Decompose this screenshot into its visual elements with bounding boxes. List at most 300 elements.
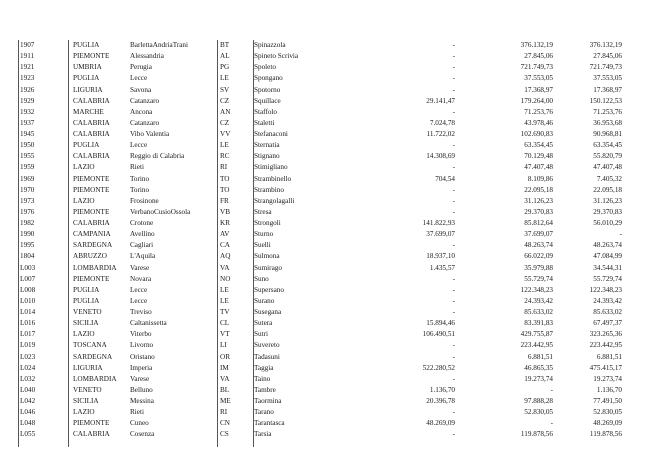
- row-value-3: 67.497,37: [593, 319, 622, 328]
- row-value-3: 475.415,17: [589, 363, 622, 372]
- row-value-1: 37.699,07: [426, 230, 455, 239]
- data-table: [20, 40, 640, 441]
- row-comune: Taormina: [254, 397, 282, 405]
- row-province-code: VA: [220, 374, 230, 383]
- row-value-1: -: [452, 352, 455, 361]
- row-code: L016: [20, 319, 36, 328]
- row-province-code: BL: [220, 385, 230, 394]
- row-value-1: -: [452, 163, 455, 172]
- row-code: 1932: [20, 107, 35, 116]
- row-comune: Sternatia: [254, 141, 280, 150]
- row-value-1: 15.894,46: [426, 319, 455, 328]
- row-province: Catanzaro: [130, 96, 160, 105]
- row-province-code: VT: [220, 330, 230, 339]
- table-row: [20, 129, 640, 140]
- row-value-1: -: [452, 85, 455, 94]
- row-value-2: 31.126,23: [524, 196, 553, 205]
- table-row: [20, 240, 640, 251]
- row-comune: Spotorno: [254, 85, 281, 94]
- row-province-code: LE: [220, 74, 229, 83]
- row-region: PUGLIA: [73, 285, 100, 294]
- table-row: [20, 263, 640, 274]
- row-region: CALABRIA: [73, 430, 110, 439]
- row-value-3: 223.442,95: [589, 341, 622, 350]
- row-value-2: 71.253,76: [524, 107, 553, 116]
- row-value-2: 37.553,05: [524, 74, 553, 83]
- row-value-1: -: [452, 196, 455, 205]
- row-code: 1929: [20, 96, 35, 105]
- row-region: PIEMONTE: [73, 174, 110, 183]
- row-province: Lecce: [130, 296, 148, 305]
- row-comune: Taggia: [254, 363, 274, 372]
- row-comune: Spinazzola: [254, 41, 286, 49]
- row-value-3: 24.393,42: [593, 296, 622, 305]
- row-value-3: 119.878,56: [589, 430, 622, 439]
- row-code: L023: [20, 352, 36, 361]
- row-value-2: 46.865,35: [524, 363, 553, 372]
- row-value-3: 17.368,97: [593, 85, 622, 94]
- row-region: LIGURIA: [73, 363, 103, 372]
- row-value-2: 70.129,48: [524, 152, 553, 161]
- row-value-3: 36.953,68: [593, 118, 622, 127]
- row-province: Caltanissetta: [130, 319, 167, 328]
- row-province-code: LE: [220, 141, 229, 150]
- table-row: [20, 151, 640, 162]
- table-row: [20, 329, 640, 340]
- row-code: L019: [20, 341, 36, 350]
- row-value-3: 150.122,53: [589, 96, 622, 105]
- row-value-3: 376.132,19: [589, 41, 622, 49]
- row-value-1: -: [452, 63, 455, 72]
- row-comune: Staletti: [254, 118, 275, 127]
- row-comune: Suvereto: [254, 341, 280, 350]
- row-value-2: 223.442,95: [520, 341, 553, 350]
- row-value-1: -: [452, 41, 455, 49]
- row-province-code: VV: [220, 130, 231, 138]
- table-row: [20, 196, 640, 207]
- row-region: SICILIA: [73, 319, 99, 328]
- row-value-3: 22.095,18: [593, 185, 622, 194]
- row-province-code: RI: [220, 408, 228, 417]
- row-value-1: -: [452, 408, 455, 417]
- row-value-2: 721.749,73: [520, 63, 553, 72]
- table-row: [20, 274, 640, 285]
- row-province-code: TV: [220, 308, 230, 316]
- row-value-2: 52.830,05: [524, 408, 553, 417]
- row-region: SARDEGNA: [73, 352, 113, 361]
- row-value-3: 122.348,23: [589, 285, 622, 294]
- row-value-2: 97.888,28: [524, 397, 553, 405]
- row-region: VENETO: [73, 308, 102, 316]
- row-province: Rieti: [130, 163, 144, 172]
- row-province: Varese: [130, 374, 150, 383]
- row-code: 1945: [20, 130, 35, 138]
- row-comune: Spineto Scrivia: [254, 52, 299, 61]
- row-value-1: 48.269,09: [426, 419, 455, 428]
- row-value-2: 66.022,09: [524, 252, 553, 261]
- row-province-code: AV: [220, 230, 230, 239]
- row-code: 1959: [20, 163, 35, 172]
- row-province: Livorno: [130, 341, 154, 350]
- row-value-2: 48.263,74: [524, 241, 553, 250]
- row-value-3: 55.820,79: [593, 152, 622, 161]
- row-code: 1923: [20, 74, 35, 83]
- row-province-code: CN: [220, 419, 230, 428]
- row-region: PUGLIA: [73, 296, 100, 305]
- table-row: [20, 407, 640, 418]
- row-value-3: 55.729,74: [593, 274, 622, 283]
- row-region: CALABRIA: [73, 96, 110, 105]
- row-province: Perugia: [130, 63, 152, 72]
- row-region: SARDEGNA: [73, 241, 113, 250]
- row-value-1: -: [452, 274, 455, 283]
- row-value-2: 24.393,42: [524, 296, 553, 305]
- row-region: CALABRIA: [73, 219, 110, 227]
- row-province-code: LE: [220, 285, 229, 294]
- row-value-3: 721.749,73: [589, 63, 622, 72]
- row-province: Cuneo: [130, 419, 149, 428]
- row-value-2: 29.370,83: [524, 207, 553, 216]
- row-region: ABRUZZO: [73, 252, 107, 261]
- row-code: L010: [20, 296, 36, 305]
- row-province-code: NO: [220, 274, 231, 283]
- row-province-code: FR: [220, 196, 229, 205]
- row-value-2: 429.755,87: [520, 330, 553, 339]
- row-province-code: PG: [220, 63, 230, 72]
- row-comune: Tadasuni: [254, 352, 280, 361]
- row-region: LAZIO: [73, 408, 95, 417]
- row-value-1: 11.722,02: [426, 130, 455, 138]
- row-comune: Sulmona: [254, 252, 280, 261]
- row-value-1: 1.435,57: [429, 263, 455, 272]
- row-province-code: CZ: [220, 118, 230, 127]
- row-region: CALABRIA: [73, 152, 110, 161]
- table-row: [20, 429, 640, 440]
- table-row: [20, 363, 640, 374]
- row-value-2: 17.368,97: [524, 85, 553, 94]
- row-value-3: 48.269,09: [593, 419, 622, 428]
- row-value-1: -: [452, 107, 455, 116]
- row-region: UMBRIA: [73, 63, 102, 72]
- row-code: L008: [20, 285, 36, 294]
- table-row: [20, 251, 640, 262]
- row-value-1: -: [452, 296, 455, 305]
- table-row: [20, 296, 640, 307]
- table-row: [20, 40, 640, 51]
- row-code: 1970: [20, 185, 35, 194]
- row-comune: Strambinello: [254, 174, 292, 183]
- row-value-3: 47.407,48: [593, 163, 622, 172]
- row-value-2: -: [550, 385, 553, 394]
- table-row: [20, 73, 640, 84]
- table-row: [20, 396, 640, 407]
- row-region: LAZIO: [73, 163, 95, 172]
- row-province: Belluno: [130, 385, 153, 394]
- row-region: PIEMONTE: [73, 274, 110, 283]
- row-value-2: 8.109,86: [527, 174, 553, 183]
- row-province: Savona: [130, 85, 152, 94]
- row-comune: Stignano: [254, 152, 280, 161]
- row-value-1: -: [452, 430, 455, 439]
- column-divider: [18, 40, 19, 447]
- row-value-3: 71.253,76: [593, 107, 622, 116]
- table-row: [20, 174, 640, 185]
- row-region: PUGLIA: [73, 74, 100, 83]
- table-row: [20, 307, 640, 318]
- row-region: CAMPANIA: [73, 230, 111, 239]
- row-comune: Sturno: [254, 230, 274, 239]
- row-province-code: LE: [220, 296, 229, 305]
- row-value-1: 1.136,70: [429, 385, 455, 394]
- table-row: [20, 385, 640, 396]
- row-code: 1937: [20, 118, 35, 127]
- row-value-2: 63.354,45: [524, 141, 553, 150]
- row-value-1: -: [452, 341, 455, 350]
- row-province-code: KR: [220, 219, 230, 227]
- row-value-3: 48.263,74: [593, 241, 622, 250]
- row-province-code: IM: [220, 363, 229, 372]
- row-value-2: 85.633,02: [524, 308, 553, 316]
- row-region: CALABRIA: [73, 118, 110, 127]
- row-province-code: AN: [220, 107, 231, 116]
- table-row: [20, 207, 640, 218]
- row-comune: Susegana: [254, 308, 282, 316]
- row-comune: Stimigliano: [254, 163, 288, 172]
- row-comune: Staffolo: [254, 107, 278, 116]
- row-value-1: 522.280,52: [422, 363, 455, 372]
- row-value-2: 179.264,00: [520, 96, 553, 105]
- row-province-code: RI: [220, 163, 228, 172]
- row-code: L055: [20, 430, 36, 439]
- row-comune: Sutri: [254, 330, 268, 339]
- row-value-1: 20.396,78: [426, 397, 455, 405]
- table-row: [20, 162, 640, 173]
- row-value-2: 376.132,19: [520, 41, 553, 49]
- row-comune: Squillace: [254, 96, 281, 105]
- row-value-1: -: [452, 207, 455, 216]
- row-region: TOSCANA: [73, 341, 107, 350]
- table-row: [20, 51, 640, 62]
- row-province: BarlettaAndriaTrani: [130, 41, 189, 49]
- row-province-code: VB: [220, 207, 230, 216]
- row-code: L046: [20, 408, 36, 417]
- row-region: PIEMONTE: [73, 419, 110, 428]
- row-value-2: 47.407,48: [524, 163, 553, 172]
- row-value-2: 19.273,74: [524, 374, 553, 383]
- table-row: [20, 229, 640, 240]
- row-region: MARCHE: [73, 107, 104, 116]
- row-value-2: -: [550, 419, 553, 428]
- row-comune: Strambino: [254, 185, 284, 194]
- row-province-code: CA: [220, 241, 230, 250]
- row-code: 1976: [20, 207, 35, 216]
- row-province: Oristano: [130, 352, 155, 361]
- row-comune: Sumirago: [254, 263, 282, 272]
- row-comune: Tarano: [254, 408, 274, 417]
- row-province-code: OR: [220, 352, 230, 361]
- row-code: L007: [20, 274, 36, 283]
- table-row: [20, 140, 640, 151]
- row-comune: Surano: [254, 296, 275, 305]
- row-comune: Tarantasca: [254, 419, 285, 428]
- row-value-1: 18.937,10: [426, 252, 455, 261]
- row-code: L017: [20, 330, 36, 339]
- row-province-code: CS: [220, 430, 229, 439]
- row-value-3: 27.845,06: [593, 52, 622, 61]
- row-value-2: 83.391,83: [524, 319, 553, 328]
- row-province-code: AQ: [220, 252, 231, 261]
- row-comune: Tambre: [254, 385, 276, 394]
- row-region: PIEMONTE: [73, 52, 110, 61]
- row-region: LAZIO: [73, 330, 95, 339]
- table-row: [20, 418, 640, 429]
- row-province: Avellino: [130, 230, 155, 239]
- row-comune: Strangolagalli: [254, 196, 295, 205]
- row-comune: Spoleto: [254, 63, 276, 72]
- table-row: [20, 352, 640, 363]
- row-value-3: 63.354,45: [593, 141, 622, 150]
- row-province-code: SV: [220, 85, 230, 94]
- row-value-1: -: [452, 308, 455, 316]
- row-province-code: CZ: [220, 96, 230, 105]
- row-code: L024: [20, 363, 36, 372]
- row-value-1: -: [452, 241, 455, 250]
- row-province: Imperia: [130, 363, 153, 372]
- row-value-1: 14.308,69: [426, 152, 455, 161]
- table-row: [20, 340, 640, 351]
- row-comune: Sutera: [254, 319, 273, 328]
- row-value-1: 29.141,47: [426, 96, 455, 105]
- row-value-2: 85.812,64: [524, 219, 553, 227]
- row-code: L042: [20, 397, 36, 405]
- row-province: Lecce: [130, 74, 148, 83]
- row-value-3: 77.491,50: [593, 397, 622, 405]
- row-code: 1907: [20, 41, 35, 49]
- row-value-2: 35.979,88: [524, 263, 553, 272]
- row-province: Rieti: [130, 408, 144, 417]
- row-province: Treviso: [130, 308, 152, 316]
- row-province: Reggio di Calabria: [130, 152, 185, 161]
- row-code: L040: [20, 385, 36, 394]
- table-row: [20, 118, 640, 129]
- row-province-code: TO: [220, 174, 230, 183]
- table-row: [20, 318, 640, 329]
- row-code: 1982: [20, 219, 35, 227]
- table-row: [20, 285, 640, 296]
- row-value-3: 29.370,83: [593, 207, 622, 216]
- table-row: [20, 96, 640, 107]
- row-code: 1921: [20, 63, 35, 72]
- row-region: PUGLIA: [73, 41, 100, 49]
- row-province: Cagliari: [130, 241, 154, 250]
- row-code: 1926: [20, 85, 35, 94]
- row-value-2: 102.690,83: [520, 130, 553, 138]
- row-code: 1990: [20, 230, 35, 239]
- row-value-2: 22.095,18: [524, 185, 553, 194]
- row-code: L003: [20, 263, 36, 272]
- row-province: Messina: [130, 397, 154, 405]
- row-province-code: LI: [220, 341, 227, 350]
- row-code: 1911: [20, 52, 35, 61]
- row-province-code: TO: [220, 185, 230, 194]
- row-value-3: 6.881,51: [596, 352, 622, 361]
- row-region: LOMBARDIA: [73, 374, 117, 383]
- row-comune: Taino: [254, 374, 271, 383]
- row-comune: Tarsia: [254, 430, 272, 439]
- row-value-1: -: [452, 52, 455, 61]
- row-value-3: -: [619, 230, 622, 239]
- row-value-2: 55.729,74: [524, 274, 553, 283]
- row-value-2: 119.878,56: [520, 430, 553, 439]
- row-province: VerbanoCusioOssola: [130, 207, 191, 216]
- row-value-3: 19.273,74: [593, 374, 622, 383]
- row-code: 1995: [20, 241, 35, 250]
- table-row: [20, 85, 640, 96]
- row-value-3: 47.084,99: [593, 252, 622, 261]
- row-value-1: -: [452, 185, 455, 194]
- row-comune: Suelli: [254, 241, 271, 250]
- row-comune: Suno: [254, 274, 269, 283]
- row-comune: Strongoli: [254, 219, 281, 227]
- row-value-1: -: [452, 74, 455, 83]
- row-province-code: CL: [220, 319, 230, 328]
- row-value-1: 141.822,93: [422, 219, 455, 227]
- row-province-code: ME: [220, 397, 231, 405]
- row-comune: Supersano: [254, 285, 284, 294]
- row-region: SICILIA: [73, 397, 99, 405]
- row-code: 1955: [20, 152, 35, 161]
- row-province: Frosinone: [130, 196, 159, 205]
- row-value-2: 37.699,07: [524, 230, 553, 239]
- row-value-1: 106.490,51: [422, 330, 455, 339]
- row-value-3: 37.553,05: [593, 74, 622, 83]
- row-province: Alessandria: [130, 52, 164, 61]
- row-region: VENETO: [73, 385, 102, 394]
- row-region: CALABRIA: [73, 130, 110, 138]
- row-region: PIEMONTE: [73, 185, 110, 194]
- row-value-3: 90.968,81: [593, 130, 622, 138]
- row-region: PIEMONTE: [73, 207, 110, 216]
- row-code: 1969: [20, 174, 35, 183]
- row-region: LOMBARDIA: [73, 263, 117, 272]
- row-value-3: 34.544,31: [593, 263, 622, 272]
- row-province: Ancona: [130, 107, 153, 116]
- row-value-2: 43.978,46: [524, 118, 553, 127]
- row-province: Lecce: [130, 285, 148, 294]
- row-comune: Stefanaconi: [254, 130, 288, 138]
- row-value-3: 1.136,70: [596, 385, 622, 394]
- row-value-2: 122.348,23: [520, 285, 553, 294]
- row-province: Torino: [130, 174, 150, 183]
- row-value-2: 6.881,51: [527, 352, 553, 361]
- row-value-3: 56.010,29: [593, 219, 622, 227]
- row-region: PUGLIA: [73, 141, 100, 150]
- table-row: [20, 218, 640, 229]
- row-code: 1804: [20, 252, 35, 261]
- row-value-1: -: [452, 374, 455, 383]
- row-value-1: -: [452, 141, 455, 150]
- row-value-1: 7.024,78: [429, 118, 455, 127]
- row-province: Crotone: [130, 219, 154, 227]
- row-province: Catanzaro: [130, 118, 160, 127]
- row-region: LAZIO: [73, 196, 95, 205]
- row-province: Varese: [130, 263, 150, 272]
- row-region: LIGURIA: [73, 85, 103, 94]
- row-province: Cosenza: [130, 430, 155, 439]
- row-province: Novara: [130, 274, 152, 283]
- table-row: [20, 107, 640, 118]
- row-province-code: BT: [220, 41, 230, 49]
